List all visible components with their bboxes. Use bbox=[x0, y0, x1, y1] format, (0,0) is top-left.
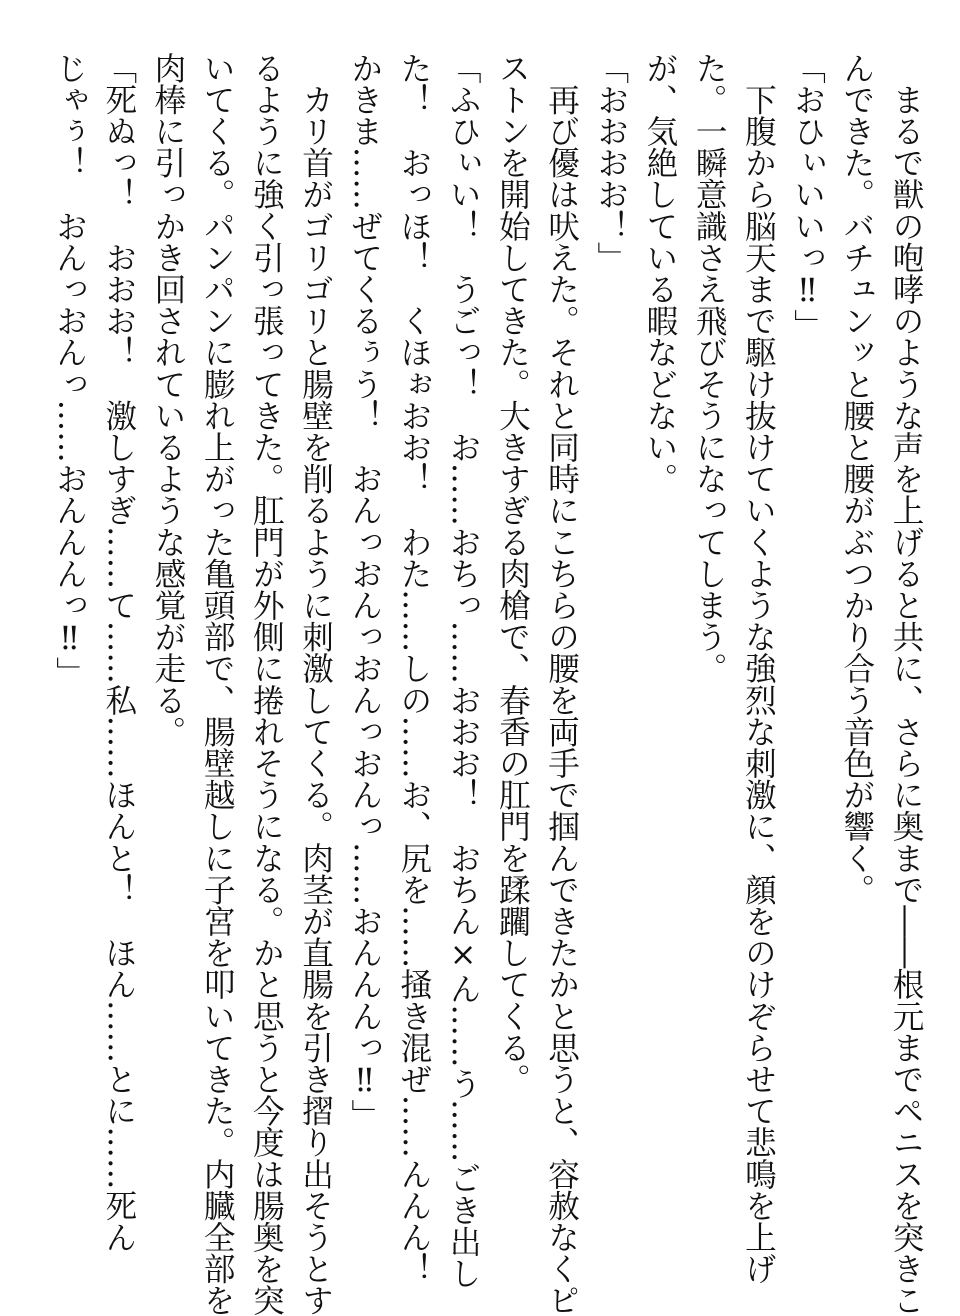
text-line: かきま……ぜてくるぅう！ おんっおんっおんっおんっ……おんんんっ‼」 bbox=[346, 52, 383, 1131]
text-line: た。一瞬意識さえ飛びそうになってしまう。 bbox=[691, 52, 728, 684]
text-line: まるで獣の咆哮のような声を上げると共に、さらに奥まで――根元までペニスを突きこ bbox=[888, 52, 924, 1316]
text-line: 下腹から脳天まで駆け抜けていくような強烈な刺激に、顔をのけぞらせて悲鳴を上げ bbox=[740, 52, 777, 1285]
text-line: た！ おっほ！ くほぉおお！ わた……しの……お、尻を……掻き混ぜ……んんん！ bbox=[395, 52, 432, 1285]
text-line: 再び優は吠えた。それと同時にこちらの腰を両手で掴んできたかと思うと、容赦なくピ bbox=[543, 52, 580, 1316]
text-line: 「死ぬっ！ おおお！ 激しすぎ……て……私……ほんと！ ほん……とに……死ん bbox=[100, 52, 137, 1253]
text-line: カリ首がゴリゴリと腸壁を削るように刺激してくる。肉茎が直腸を引き摺り出そうとす bbox=[297, 52, 334, 1316]
text-line: るように強く引っ張ってきた。肛門が外側に捲れそうになる。かと思うと今度は腸奥を突 bbox=[248, 52, 285, 1316]
text-line: じゃぅ！ おんっおんっ……おんんんっ‼」 bbox=[51, 52, 88, 689]
text-line: 「おおおお！」 bbox=[592, 52, 629, 274]
text-line: いてくる。パンパンに膨れ上がった亀頭部で、腸壁越しに子宮を叩いてきた。内臓全部を bbox=[199, 52, 236, 1316]
text-line: ストンを開始してきた。大きすぎる肉槍で、春香の肛門を蹂躙してくる。 bbox=[494, 52, 531, 1095]
vertical-text-body bbox=[44, 52, 930, 1316]
text-line: 「おひぃいいっ‼」 bbox=[789, 52, 826, 341]
text-line: 肉棒に引っかき回されているような感覚が走る。 bbox=[149, 52, 186, 748]
text-line: が、気絶している暇などない。 bbox=[641, 52, 678, 495]
text-line: 「ふひぃい！ うごっ！ お……おちっ……おおお！ おちん×ん……う……ごき出し bbox=[445, 52, 482, 1289]
text-line: んできた。バチュンッと腰と腰がぶつかり合う音色が響く。 bbox=[838, 52, 875, 906]
